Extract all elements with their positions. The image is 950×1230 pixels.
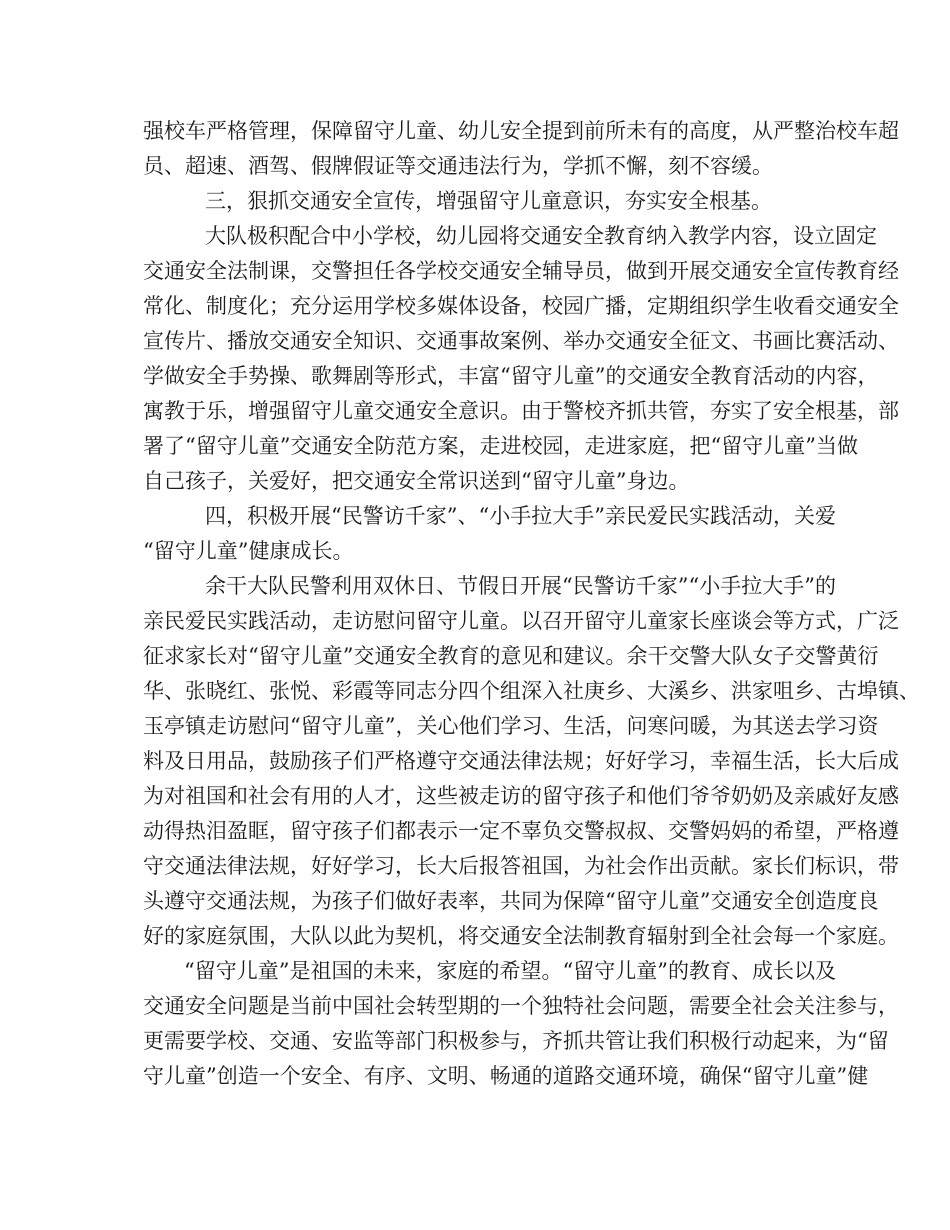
text-line: 更需要学校、交通、安监等部门积极参与，齐抓共管让我们积极行动起来，为“留 xyxy=(143,1029,889,1053)
text-line: 员、超速、酒驾、假牌假证等交通违法行为，学抓不懈，刻不容缓。 xyxy=(143,154,773,178)
text-line: 常化、制度化；充分运用学校多媒体设备，校园广播，定期组织学生收看交通安全 xyxy=(143,294,899,318)
text-line: 自己孩子，关爱好，把交通安全常识送到“留守儿童”身边。 xyxy=(143,469,690,493)
text-line: 交通安全法制课，交警担任各学校交通安全辅导员，做到开展交通安全宣传教育经 xyxy=(143,259,899,283)
text-line: 玉亭镇走访慰问“留守儿童”，关心他们学习、生活，问寒问暖，为其送去学习资 xyxy=(143,714,879,738)
text-line: 亲民爱民实践活动，走访慰问留守儿童。以召开留守儿童家长座谈会等方式，广泛 xyxy=(143,609,899,633)
text-line: 交通安全问题是当前中国社会转型期的一个独特社会问题，需要全社会关注参与， xyxy=(143,994,899,1018)
text-line: 为对祖国和社会有用的人才，这些被走访的留守孩子和他们爷爷奶奶及亲戚好友感 xyxy=(143,784,899,808)
text-line: 宣传片、播放交通安全知识、交通事故案例、举办交通安全征文、书画比赛活动、 xyxy=(143,329,899,353)
text-line: “留守儿童”是祖国的未来，家庭的希望。“留守儿童”的教育、成长以及 xyxy=(184,959,836,983)
section-heading-4-cont: “留守儿童”健康成长。 xyxy=(143,539,354,563)
text-line: 动得热泪盈眶，留守孩子们都表示一定不辜负交警叔叔、交警妈妈的希望，严格遵 xyxy=(143,819,899,843)
text-line: 署了“留守儿童”交通安全防范方案，走进校园，走进家庭，把“留守儿童”当做 xyxy=(143,434,858,458)
text-line: 头遵守交通法规，为孩子们做好表率，共同为保障“留守儿童”交通安全创造度良 xyxy=(143,889,879,913)
text-line: 寓教于乐，增强留守儿童交通安全意识。由于警校齐抓共管，夯实了安全根基，部 xyxy=(143,399,899,423)
text-line: 强校车严格管理，保障留守儿童、幼儿安全提到前所未有的高度，从严整治校车超 xyxy=(143,119,899,143)
text-line: 守儿童”创造一个安全、有序、文明、畅通的道路交通环境，确保“留守儿童”健 xyxy=(143,1064,869,1088)
text-line: 余干大队民警利用双休日、节假日开展“民警访千家”“小手拉大手”的 xyxy=(205,574,836,598)
text-line: 学做安全手势操、歌舞剧等形式，丰富“留守儿童”的交通安全教育活动的内容， xyxy=(143,364,879,388)
text-line: 守交通法律法规，好好学习，长大后报答祖国，为社会作出贡献。家长们标识，带 xyxy=(143,854,899,878)
text-line: 好的家庭氛围，大队以此为契机，将交通安全法制教育辐射到全社会每一个家庭。 xyxy=(143,924,899,948)
text-line: 料及日用品，鼓励孩子们严格遵守交通法律法规；好好学习，幸福生活，长大后成 xyxy=(143,749,899,773)
text-line: 大队极积配合中小学校，幼儿园将交通安全教育纳入教学内容，设立固定 xyxy=(205,224,877,248)
section-heading-4: 四，积极开展“民警访千家”、“小手拉大手”亲民爱民实践活动，关爱 xyxy=(205,504,836,528)
text-line: 华、张晓红、张悦、彩霞等同志分四个组深入社庚乡、大溪乡、洪家咀乡、古埠镇、 xyxy=(143,679,920,703)
text-line: 征求家长对“留守儿童”交通安全教育的意见和建议。余干交警大队女子交警黄衍 xyxy=(143,644,879,668)
section-heading-3: 三，狠抓交通安全宣传，增强留守儿童意识，夯实安全根基。 xyxy=(205,189,772,213)
